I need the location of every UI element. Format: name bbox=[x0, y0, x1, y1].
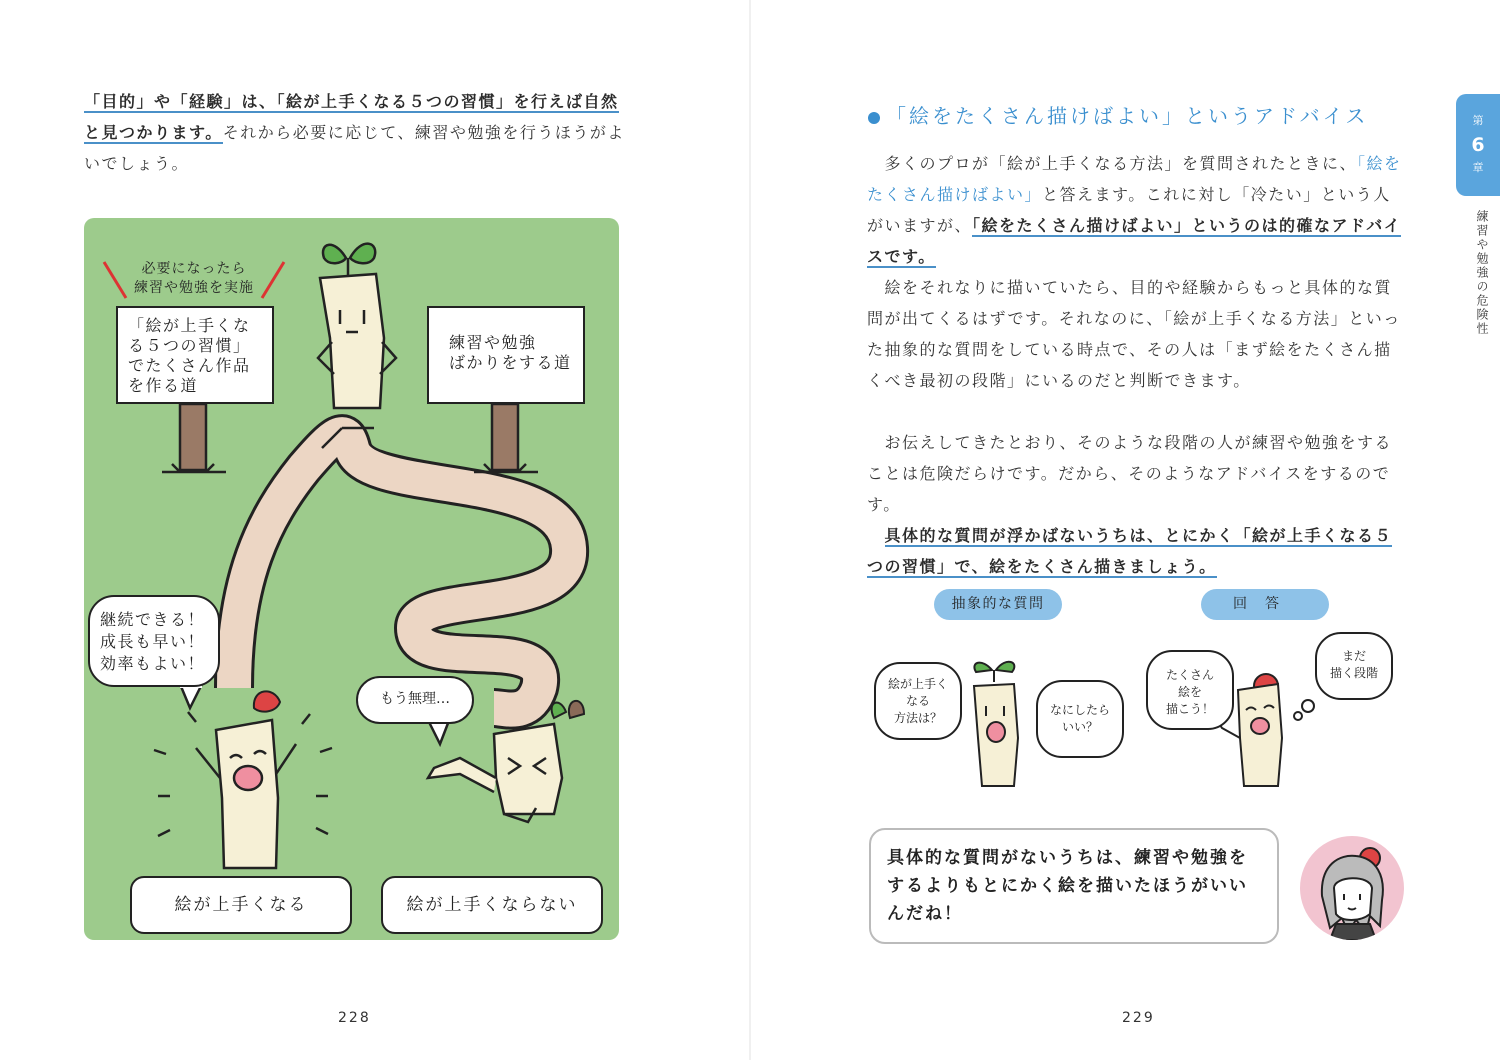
small-bubble-draw-lots-text: たくさん 絵を 描こう！ bbox=[1165, 668, 1214, 716]
paragraph-1 bbox=[867, 148, 1407, 272]
small-bubble-what-to-do bbox=[1036, 680, 1124, 758]
paragraph-1-highlight: 「絵をたくさん描けばよい」というのは的確なアドバイスです。 bbox=[867, 216, 1402, 266]
intro-highlight-2: 見つかります。 bbox=[101, 123, 223, 142]
result-no-improve: 絵が上手くならない bbox=[381, 876, 603, 934]
speech-bubble-continue-text: 継続できる！ 成長も早い！ 効率もよい！ bbox=[100, 610, 206, 673]
paragraph-2-text: 絵をそれなりに描いていたら、目的や経験からもっと具体的な質問が出てくるはずです。それなのに、「絵が上手くなる方法」といった抽象的な質問をしている時点で、その人は「まず絵をたくさん描くべき最初の段階」にいるのだと判断できます。 bbox=[867, 278, 1401, 390]
paragraph-3-a: お伝えしてきたとおり、そのような段階の人が練習や勉強をすることは危険だらけです。だから、そのようなアドバイスをするのです。 bbox=[867, 433, 1393, 514]
illustration-panel bbox=[84, 218, 619, 940]
pill-abstract-question: 抽象的な質問 bbox=[934, 589, 1062, 620]
chapter-tab-label-bottom: 章 bbox=[1472, 161, 1484, 174]
page-number-left: 228 bbox=[338, 1010, 371, 1026]
small-bubble-still-drawing-stage-text: まだ 描く段階 bbox=[1329, 649, 1378, 680]
small-bubble-how bbox=[874, 662, 962, 740]
small-bubble-still-drawing-stage bbox=[1315, 632, 1393, 700]
speech-bubble-tired: もう無理… bbox=[356, 676, 474, 724]
sign-good-path-text: 「絵が上手くな る５つの習慣」 でたくさん作品 を作る道 bbox=[128, 316, 251, 395]
paragraph-1-a: 多くのプロが「絵が上手くなる方法」を質問されたときに、 bbox=[884, 154, 1358, 173]
sign-note-text: 必要になったら 練習や勉強を実施 bbox=[134, 261, 254, 296]
sign-study-path bbox=[427, 306, 585, 404]
page-number-right: 229 bbox=[1122, 1010, 1155, 1026]
right-page bbox=[750, 0, 1500, 1060]
heading-bullet-icon bbox=[868, 112, 880, 124]
intro-highlight-1: 「目的」や「経験」は、「絵が上手くなる５つの習慣」を行えば自然と bbox=[84, 92, 619, 142]
paragraph-1-quote: 「絵をたくさん描けばよい」 bbox=[867, 154, 1402, 204]
avatar bbox=[1300, 836, 1404, 940]
small-bubble-what-to-do-text: なにしたら いい？ bbox=[1049, 703, 1110, 734]
chapter-title-vertical: 練習や勉強の危険性 bbox=[1475, 210, 1489, 336]
paragraph-2 bbox=[867, 272, 1407, 396]
intro-paragraph bbox=[84, 86, 629, 179]
sign-good-path bbox=[116, 306, 274, 404]
sign-note bbox=[114, 260, 274, 298]
avatar-face-icon bbox=[1300, 836, 1404, 940]
section-heading: 「絵をたくさん描けばよい」というアドバイス bbox=[886, 104, 1369, 128]
chapter-number: 6 bbox=[1471, 134, 1485, 156]
paragraph-3-highlight: 具体的な質問が浮かばないうちは、とにかく「絵が上手くなる５つの習慣」で、絵をたくさん描きましょう。 bbox=[867, 526, 1393, 576]
sign-study-path-text: 練習や勉強 ばかりをする道 bbox=[449, 333, 572, 372]
paragraph-1-c: と答えます。これに対し「冷たい」という人がいますが、 bbox=[867, 185, 1391, 235]
small-bubble-how-text: 絵が上手く なる 方法は？ bbox=[887, 677, 948, 725]
speech-bubble-continue bbox=[88, 595, 220, 687]
intro-plain: それから必要に応じて、練習や勉強を行うほうがよいでしょう。 bbox=[84, 123, 625, 173]
chapter-tab-label-top: 第 bbox=[1472, 114, 1484, 127]
result-improve: 絵が上手くなる bbox=[130, 876, 352, 934]
small-bubble-draw-lots bbox=[1146, 650, 1234, 730]
paragraph-3 bbox=[867, 427, 1407, 582]
summary-speech-box: 具体的な質問がないうちは、練習や勉強をするよりもとにかく絵を描いたほうがいいんだね！ bbox=[869, 828, 1279, 944]
chapter-tab[interactable] bbox=[1456, 94, 1500, 196]
pill-answer: 回答 bbox=[1201, 589, 1329, 620]
